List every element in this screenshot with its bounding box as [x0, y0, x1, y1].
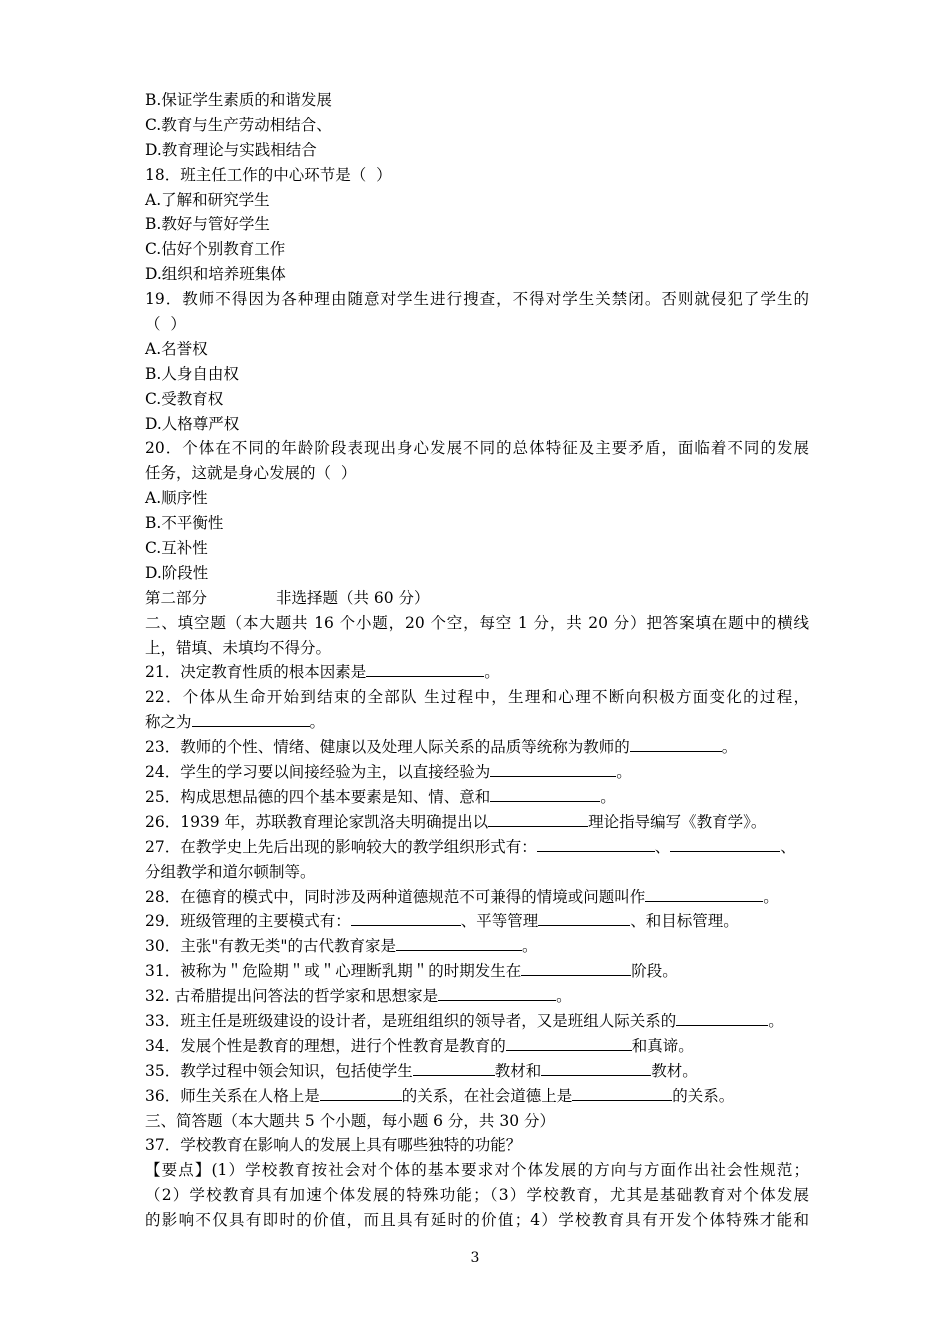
answer-blank [630, 737, 722, 752]
option-line: B.人身自由权 [145, 364, 239, 383]
page-number: 3 [470, 1250, 480, 1266]
answer-blank [413, 1061, 495, 1076]
option-line: C.教育与生产劳动相结合、 [145, 115, 332, 134]
option-line: D.组织和培养班集体 [145, 265, 286, 284]
option-line: A.了解和研究学生 [145, 190, 270, 209]
question-29: 29．班级管理的主要模式有： 、平等管理 、和目标管理。 [145, 912, 739, 931]
option-line: D.阶段性 [145, 563, 209, 582]
question-23: 23．教师的个性、情绪、健康以及处理人际关系的品质等统称为教师的 。 [145, 738, 738, 757]
option-line: A.名誉权 [145, 339, 208, 358]
option-line: A.顺序性 [145, 489, 208, 508]
option-line: C.互补性 [145, 539, 208, 558]
section-two-heading-cont: 上，错填、未填均不得分。 [145, 638, 332, 657]
section-three-heading: 三、简答题（本大题共 5 个小题，每小题 6 分，共 30 分） [145, 1111, 556, 1130]
answer-key-line: 【要点】(1）学校教育按社会对个体的基本要求对个体发展的方向与方面作出社会性规范； [145, 1161, 809, 1180]
question-36: 36．师生关系在人格上是 的关系，在社会道德上是 的关系。 [145, 1086, 735, 1105]
question-34: 34．发展个性是教育的理想，进行个性教育是教育的 和真谛。 [145, 1036, 694, 1055]
answer-blank [537, 837, 655, 852]
question-24: 24．学生的学习要以间接经验为主，以直接经验为 。 [145, 763, 632, 782]
answer-blank [645, 887, 763, 902]
answer-blank [670, 837, 780, 852]
section-two-heading: 二、填空题（本大题共 16 个小题，20 个空，每空 1 分，共 20 分）把答案填在题中的横线 [145, 613, 809, 632]
question-27-cont: 分组教学和道尔顿制等。 [145, 862, 316, 881]
question-37: 37．学校教育在影响人的发展上具有哪些独特的功能？ [145, 1136, 522, 1155]
question-26: 26．1939 年，苏联教育理论家凯洛夫明确提出以 理论指导编写《教育学》。 [145, 812, 767, 831]
option-line: B.保证学生素质的和谐发展 [145, 91, 332, 109]
question-35: 35．教学过程中领会知识，包括使学生 教材和 教材。 [145, 1061, 698, 1080]
question-25: 25．构成思想品德的四个基本要素是知、情、意和 。 [145, 787, 616, 806]
answer-blank [320, 1086, 402, 1101]
option-line: B.不平衡性 [145, 514, 224, 533]
answer-blank [351, 911, 461, 926]
answer-blank [490, 762, 616, 777]
option-line: D.人格尊严权 [145, 414, 240, 433]
question-22-cont: 称之为 。 [145, 713, 326, 732]
question-20-cont: 任务，这就是身心发展的（ ） [145, 464, 357, 483]
answer-blank [538, 911, 630, 926]
answer-blank [366, 662, 484, 677]
part-two-heading: 第二部分 非选择题（共 60 分） [145, 588, 430, 607]
question-21: 21．决定教育性质的根本因素是 。 [145, 663, 500, 682]
answer-blank [521, 961, 631, 976]
answer-key-line: （2）学校教育具有加速个体发展的特殊功能；（3）学校教育，尤其是基础教育对个体发展 [145, 1186, 809, 1205]
answer-blank [488, 812, 588, 827]
answer-blank [541, 1061, 651, 1076]
question-19: 19．教师不得因为各种理由随意对学生进行搜查，不得对学生关禁闭。否则就侵犯了学生的 [145, 290, 809, 309]
answer-blank [192, 712, 310, 727]
answer-blank [490, 787, 600, 802]
question-31: 31．被称为＂危险期＂或＂心理断乳期＂的时期发生在 阶段。 [145, 962, 678, 981]
question-33: 33．班主任是班级建设的设计者，是班组组织的领导者，又是班组人际关系的 。 [145, 1011, 784, 1030]
page-content [145, 88, 809, 1233]
answer-blank [572, 1086, 672, 1101]
question-27: 27．在教学史上先后出现的影响较大的教学组织形式有： 、 、 [145, 837, 796, 856]
question-30: 30．主张"有教无类"的古代教育家是 。 [145, 937, 538, 956]
answer-blank [676, 1011, 768, 1026]
question-22: 22．个体从生命开始到结束的全部队 生过程中，生理和心理不断向积极方面变化的过程， [145, 688, 809, 707]
question-28: 28．在德育的模式中，同时涉及两种道德规范不可兼得的情境或问题叫作 。 [145, 887, 779, 906]
question-18: 18．班主任工作的中心环节是（ ） [145, 165, 392, 184]
answer-blank [438, 986, 556, 1001]
answer-key-line: 的影响不仅具有即时的价值，而且具有延时的价值；4）学校教育具有开发个体特殊才能和 [145, 1211, 809, 1230]
question-19-cont: （ ） [145, 315, 186, 334]
option-line: C.估好个别教育工作 [145, 240, 286, 259]
question-20: 20．个体在不同的年龄阶段表现出身心发展不同的总体特征及主要矛盾，面临着不同的发展 [145, 439, 809, 458]
option-line: B.教好与管好学生 [145, 215, 270, 234]
answer-blank [396, 936, 522, 951]
question-32: 32. 古希腊提出问答法的哲学家和思想家是 。 [145, 987, 572, 1006]
option-line: D.教育理论与实践相结合 [145, 140, 317, 159]
answer-blank [506, 1036, 632, 1051]
option-line: C.受教育权 [145, 389, 224, 408]
